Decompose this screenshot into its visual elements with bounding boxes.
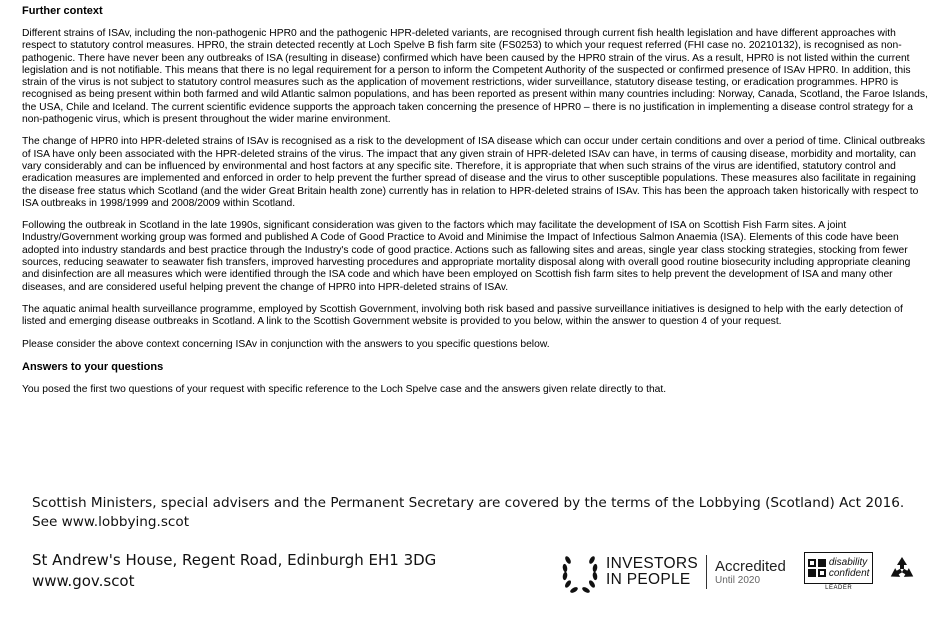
answers-heading: Answers to your questions [22,360,164,373]
dc-mark-icon [808,559,826,577]
paragraph-hpr0-strains: Different strains of ISAv, including the non-pathogenic HPR0 and the pathogenic HPR-deleted variants, are recognised through current fish health legislation and have different approaches with respect to statutory control measures. HPR0, the strain detected recently at Loch Spelve B fish farm site (FS0253) to which your request referred (FHI case no. 20210132), is recognised as non-pathogenic. There have never been any outbreaks of ISA (resulting in disease) confirmed which have been caused by the HPR0 strain of the virus. As a result, HPR0 is not listed within the current legislation and is not notifiable. This means that there is no legal requirement for a person to inform the Competent Authority of the suspected or confirmed presence of ISAv HPR0. In addition, this strain of the virus is not subject to statutory control measures such as the application of movement restrictions, wider surveillance, statutory disease testing, or eradication programmes. HPR0 is recognised as being present within both farmed and wild Atlantic salmon populations, and has been reported as present within many countries including: Norway, Canada, Scotland, the Faroe Islands, the USA, Chile and Iceland. The current scientific evidence supports the approach taken concerning the presence of HPR0 – there is no justification in implementing a disease control strategy for a non-pathogenic virus, which is present throughout the wider marine environment. [22,28,928,126]
paragraph-surveillance: The aquatic animal health surveillance programme, employed by Scottish Government, involving both risk based and passive surveillance initiatives is designed to help with the early detection of listed and emerging disease outbreaks in Scotland. A link to the Scottish Government website is provided to you below, within the answer to question 4 of your request. [22,303,903,328]
accreditation-logos [560,548,930,596]
paragraph-code-of-practice: Following the outbreak in Scotland in the late 1990s, significant consideration was given to the factors which may facilitate the development of ISA on Scottish Fish Farm sites. A joint Industry/Government working group was formed and published A Code of Good Practice to Avoid and Minimise the Impact of Infectious Salmon Anaemia (ISA). Elements of this code have been adopted into industry standards and best practice through the Industry's code of good practice. Actions such as fallowing sites and areas, single year class stocking strategies, stocking from fewer sources, reducing seawater to seawater fish transfers, improved harvesting procedures and appropriate mortality disposal along with overall good routine biosecurity including appropriate cleaning and disinfection are all measures which were identified through the ISA code and which have been employed on Scottish fish farm sites to help prevent the development of ISA and many other diseases, and are considered useful helping prevent the change of HPR0 into HPR-deleted strains of ISAv. [22,220,911,293]
disability-confident-logo [804,552,874,592]
dc-leader: LEADER [825,585,853,591]
accredited-block [715,558,786,587]
iip-line-1: INVESTORS [606,555,698,572]
dc-line-2: confident [828,568,870,579]
paragraph-hpr-deleted-risk: The change of HPR0 into HPR-deleted strains of ISAv is recognised as a risk to the development of ISA disease which can occur under certain conditions and over a period of time. Clinical outbreaks of ISA have only been associated with the HPR-deleted strains of the virus. The impact that any given strain of HPR-deleted ISAv can have, in terms of causing disease, morbidity and mortality, can vary considerably and can be influenced by environmental and host factors at any specific site. Therefore, it is appropriate that when such strains of the virus are identified, statutory control and eradication measures are implemented and enforced in order to help prevent the further spread of disease and the virus to other susceptible populations. These measures also facilitate in regaining the disease free status which Scotland (and the wider Great Britain health zone) currently has in relation to HPR-deleted strains of ISAv. This has been the approach taken historically with respect to ISA outbreaks in 1998/1999 and 2008/2009 within Scotland. [22,136,925,209]
further-context-heading: Further context [22,5,103,17]
answers-intro: You posed the first two questions of your request with specific reference to the Loch Spelve case and the answers given relate directly to that. [22,383,667,395]
dc-line-1: disability [828,557,868,568]
iip-line-2: IN PEOPLE [606,571,691,588]
document-body [22,0,928,406]
accredited-label: Accredited [715,557,786,575]
recycle-icon [887,555,917,590]
logo-divider [706,555,707,589]
accredited-until: Until 2020 [715,574,761,586]
website-link[interactable]: www.gov.scot [32,572,135,590]
investors-in-people-logo [560,550,698,594]
lobbying-statement: Scottish Ministers, special advisers and the Permanent Secretary are covered by the terms of the Lobbying (Scotland) Act 2016. See www.lobbying.scot [32,495,905,530]
laurel-wreath-icon [560,550,600,594]
address-line: St Andrew's House, Regent Road, Edinburgh EH1 3DG [32,551,437,569]
paragraph-consider-context: Please consider the above context concerning ISAv in conjunction with the answers to you specific questions below. [22,338,550,350]
